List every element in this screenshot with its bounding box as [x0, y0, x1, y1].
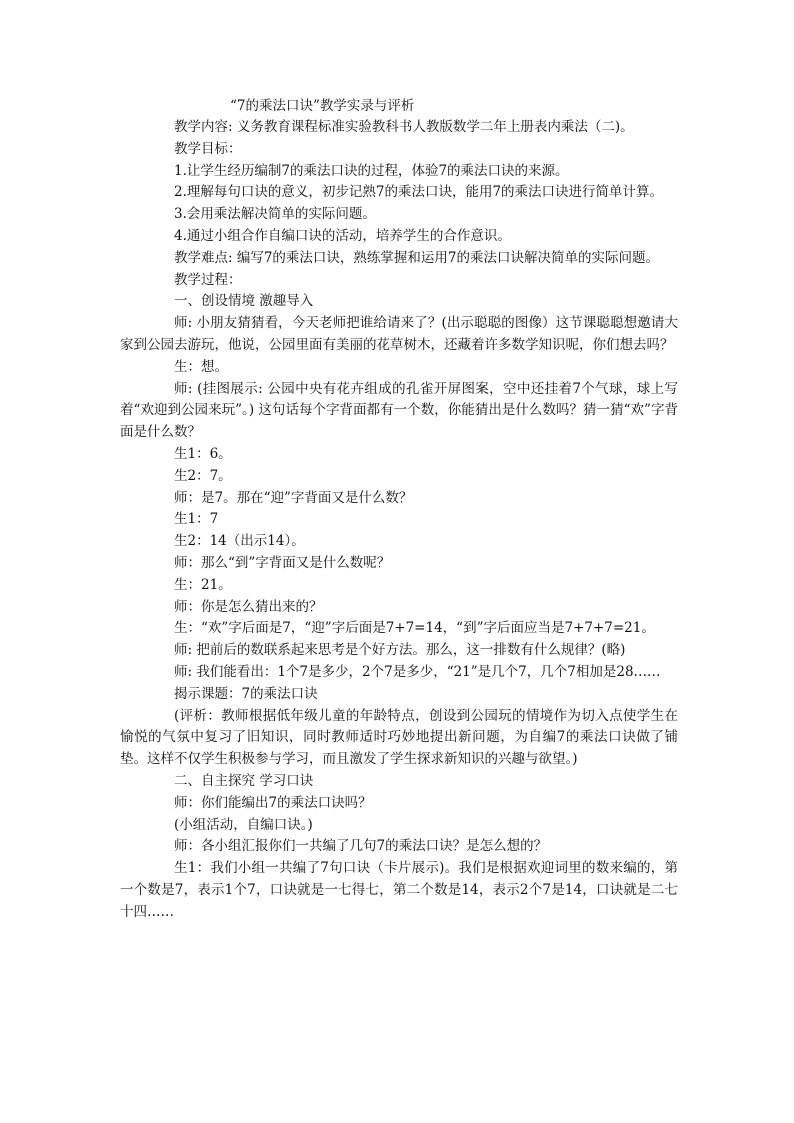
document-paragraph: 师: 小朋友猜猜看，今天老师把谁给请来了？(出示聪聪的图像）这节课聪聪想邀请大家到公园去游玩，他说，公园里面有美丽的花草树木，还藏着许多数学知识呢，你们想去吗？ [120, 315, 678, 353]
document-paragraph: 生1：6。 [174, 445, 232, 462]
document-paragraph: 教学过程： [174, 271, 242, 288]
document-body [120, 117, 678, 923]
document-paragraph: 生2：7。 [174, 467, 232, 484]
document-paragraph: 1.让学生经历编制7的乘法口诀的过程，体验7的乘法口诀的来源。 [174, 162, 569, 179]
document-paragraph: 生：想。 [174, 358, 228, 375]
document-paragraph: 生：“欢”字后面是7，“迎”字后面是7+7=14，“到”字后面应当是7+7+7=21。 [174, 620, 655, 637]
document-paragraph: 2.理解每句口诀的意义，初步记熟7的乘法口诀，能用7的乘法口诀进行简单计算。 [174, 184, 664, 201]
document-paragraph: 师：各小组汇报你们一共编了几句7的乘法口诀？是怎么想的？ [174, 838, 548, 855]
document-paragraph: 师：是7。那在“迎”字背面又是什么数？ [174, 489, 413, 506]
document-paragraph: 师：你是怎么猜出来的？ [174, 598, 323, 615]
document-paragraph: (小组活动，自编口诀。) [174, 816, 313, 833]
document-paragraph: 二、自主探究 学习口诀 [174, 772, 314, 789]
document-paragraph: 3.会用乘法解决简单的实际问题。 [174, 206, 376, 223]
document-paragraph: 生1：7 [174, 511, 219, 528]
document-paragraph: 生1：我们小组一共编了7句口诀（卡片展示)。我们是根据欢迎词里的数来编的，第一个数是7，表示1个7，口诀就是一七得七，第二个数是14，表示2个7是14，口诀就是二七十四…… [120, 860, 678, 920]
document-paragraph: 师：你们能编出7的乘法口诀吗？ [174, 794, 372, 811]
document-paragraph: 生2：14（出示14）。 [174, 533, 305, 550]
document-paragraph: 师：那么“到”字背面又是什么数呢？ [174, 554, 391, 571]
document-title: “7的乘法口诀”教学实录与评析 [230, 98, 415, 114]
document-paragraph: 师: (挂图展示: 公园中央有花卉组成的孔雀开屏图案，空中还挂着7个气球，球上写着“欢迎到公园来玩”。) 这句话每个字背面都有一个数，你能猜出是什么数吗？猜一猜“欢”字背面是什么数？ [120, 380, 678, 441]
document-paragraph: 教学目标： [174, 140, 242, 157]
document-paragraph: 师: 把前后的数联系起来思考是个好方法。那么，这一排数有什么规律？(略) [174, 642, 626, 659]
document-paragraph: 教学内容: 义务教育课程标准实验教科书人教版数学二年上册表内乘法（二)。 [174, 119, 634, 135]
document-paragraph: 师: 我们能看出：1个7是多少，2个7是多少，“21”是几个7，几个7相加是28…… [174, 663, 661, 680]
document-page [120, 95, 678, 923]
document-paragraph: 生：21。 [174, 576, 232, 593]
document-paragraph: 揭示课题：7的乘法口诀 [174, 685, 318, 702]
document-paragraph: (评析：教师根据低年级儿童的年龄特点，创设到公园玩的情境作为切入点使学生在愉悦的气氛中复习了旧知识，同时教师适时巧妙地提出新问题，为自编7的乘法口诀做了铺垫。这样不仅学生积极参与学习，而且激发了学生探求新知识的兴趣与欲望。) [120, 707, 678, 768]
document-paragraph: 教学难点: 编写7的乘法口诀，熟练掌握和运用7的乘法口诀解决简单的实际问题。 [174, 249, 660, 266]
document-paragraph: 一、创设情境 激趣导入 [174, 293, 314, 310]
document-paragraph: 4.通过小组合作自编口诀的活动，培养学生的合作意识。 [174, 227, 511, 244]
